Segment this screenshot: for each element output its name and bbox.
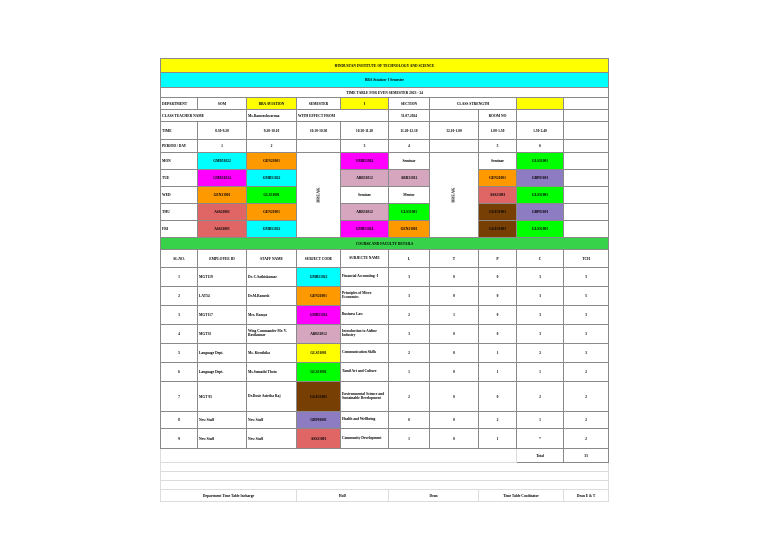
time-slot: 10.10-10.30 [297, 122, 341, 140]
room-value [517, 110, 564, 122]
employee-id-cell: MGT35 [198, 325, 247, 344]
table-row [161, 325, 609, 344]
c-cell: 2 [517, 382, 564, 412]
tch-cell: 2 [564, 363, 609, 382]
timetable-slot: GBP01001 [517, 204, 564, 221]
course-header: TCH [564, 250, 609, 268]
table-row [161, 268, 609, 287]
timetable-slot: Seminar [389, 153, 430, 170]
subject-code-cell: GEN21001 [297, 287, 341, 306]
p-cell: 0 [479, 268, 517, 287]
table-row [161, 344, 609, 363]
subject-name-cell: Community Development [341, 429, 389, 449]
period-number: 6 [517, 140, 564, 153]
timetable-slot: GEN21001 [479, 170, 517, 187]
timetable-slot: GBP01001 [517, 170, 564, 187]
department-value: SOM [198, 98, 247, 110]
timetable-slot: GMB51024 [198, 170, 247, 187]
timetable-slot: ABR31012 [389, 170, 430, 187]
employee-id-cell: MGT119 [198, 268, 247, 287]
p-cell: 0 [479, 382, 517, 412]
table-row [161, 412, 609, 429]
sl-cell: 7 [161, 382, 198, 412]
period-number: 1 [198, 140, 247, 153]
c-cell: 2 [517, 344, 564, 363]
t-cell: 0 [430, 325, 479, 344]
timetable-slot: ASS21001 [198, 204, 247, 221]
timetable-slot: GEN21001 [198, 187, 247, 204]
signature-coordinator: Time Table Coodinator [479, 490, 564, 502]
timetable-slot: GLS51001 [389, 204, 430, 221]
time-slot: 11.20-12.10 [389, 122, 430, 140]
timetable-slot: GMB51024 [341, 221, 389, 238]
timetable-sheet [160, 0, 608, 543]
tch-cell: 3 [564, 325, 609, 344]
timetable-slot: ABR31012 [341, 170, 389, 187]
table-row [161, 382, 609, 412]
l-cell: 3 [389, 268, 430, 287]
program-title: BBA Aviation- I Semester [161, 73, 609, 88]
time-slot: 10.30-11.20 [341, 122, 389, 140]
c-cell: 3 [517, 268, 564, 287]
table-row [161, 306, 609, 325]
employee-id-cell: Language Dept. [198, 363, 247, 382]
tch-cell: 3 [564, 344, 609, 363]
day-empty-cell [564, 221, 609, 238]
timetable-slot: Mentor [389, 187, 430, 204]
semester-label: SEMESTER [297, 98, 341, 110]
course-section-title: COURSE AND FACULTY DETAILS [161, 238, 609, 250]
break-header-cell [430, 140, 479, 153]
sl-cell: 5 [161, 344, 198, 363]
p-cell: 0 [479, 306, 517, 325]
subject-name-cell: Principles of Micro Economics [341, 287, 389, 306]
staff-name-cell: Dr.Dosie Anirtha Raj [247, 382, 297, 412]
break-label: BREAK [450, 187, 456, 203]
subject-code-cell: GGE51003 [297, 382, 341, 412]
time-label: TIME [161, 122, 198, 140]
sl-cell: 2 [161, 287, 198, 306]
table-row [161, 287, 609, 306]
period-number: 2 [247, 140, 297, 153]
subject-code-cell: ABR31012 [297, 325, 341, 344]
l-cell: 2 [389, 382, 430, 412]
employee-id-cell: MGT 95 [198, 382, 247, 412]
t-cell: 0 [430, 268, 479, 287]
time-slot: 1.00-1.50 [479, 122, 517, 140]
program-label: BBA AVIATION [247, 98, 297, 110]
total-value: 33 [564, 449, 609, 463]
timetable-slot: GLS51001 [517, 153, 564, 170]
signature-hod: HoD [297, 490, 389, 502]
lunch-break [430, 153, 479, 238]
day-empty-cell [564, 170, 609, 187]
info-empty-cell [564, 98, 609, 110]
tch-cell: 2 [564, 429, 609, 449]
spacer-row [161, 472, 609, 481]
staff-name-cell: Dr. C.Sathiskumar [247, 268, 297, 287]
timetable-slot: GGE51003 [479, 204, 517, 221]
l-cell: 0 [389, 412, 430, 429]
effect-date: 31.07.2024 [389, 110, 430, 122]
tch-cell: 5 [564, 287, 609, 306]
course-header: STAFF NAME [247, 250, 297, 268]
employee-id-cell: New Staff [198, 412, 247, 429]
employee-id-cell: New Staff [198, 429, 247, 449]
day-empty-cell [564, 204, 609, 221]
subject-code-cell: ASS21001 [297, 429, 341, 449]
sl-cell: 3 [161, 306, 198, 325]
timetable-grid [160, 58, 609, 502]
subject-code-cell: GMB51022 [297, 268, 341, 287]
p-cell: 1 [479, 363, 517, 382]
c-cell: 1 [517, 363, 564, 382]
timetable-slot: ASS21001 [198, 221, 247, 238]
day-label: FRI [161, 221, 198, 238]
break-header-cell [297, 140, 341, 153]
morning-break [297, 153, 341, 238]
t-cell: 0 [430, 344, 479, 363]
l-cell: 1 [389, 429, 430, 449]
period-label: PERIOD / DAY [161, 140, 198, 153]
class-teacher-label: CLASS TEACHER NAME [161, 110, 247, 122]
signature-incharge: Department Time Table Incharge [161, 490, 297, 502]
timetable-slot: GMB51022 [198, 153, 247, 170]
staff-name-cell: New Staff [247, 412, 297, 429]
timetable-slot: ASS21001 [479, 187, 517, 204]
course-header: P [479, 250, 517, 268]
section-label: SECTION [389, 98, 430, 110]
day-empty-cell [564, 153, 609, 170]
time-slot: 12.10-1.00 [430, 122, 479, 140]
t-cell: 0 [430, 382, 479, 412]
tch-cell: 2 [564, 412, 609, 429]
course-header: T [430, 250, 479, 268]
timetable-title: TIME TABLE FOR EVEN SEMESTER 2023 - 24 [161, 88, 609, 98]
day-label: MON [161, 153, 198, 170]
subject-code-cell: GLS51001 [297, 363, 341, 382]
subject-name-cell: Environmental Science and Sustainable Development [341, 382, 389, 412]
timetable-slot: GGE51003 [479, 221, 517, 238]
spacer-row [161, 463, 609, 472]
c-cell: 3 [517, 325, 564, 344]
subject-name-cell: Health and Wellbeing [341, 412, 389, 429]
l-cell: 1 [389, 363, 430, 382]
subject-code-cell: GLS51001 [297, 344, 341, 363]
timetable-slot: GMB51022 [247, 221, 297, 238]
course-header: SUBJECTE NAME [341, 250, 389, 268]
p-cell: 0 [479, 287, 517, 306]
sl-cell: 8 [161, 412, 198, 429]
p-cell: 1 [479, 429, 517, 449]
subject-name-cell: Communication Skills [341, 344, 389, 363]
staff-name-cell: Wing Commander Mr. V. Ravikumar [247, 325, 297, 344]
period-number: 3 [341, 140, 389, 153]
staff-name-cell: New Staff [247, 429, 297, 449]
course-header: SL.NO. [161, 250, 198, 268]
staff-name-cell: Ms. Kiruthika [247, 344, 297, 363]
info-empty-cell [430, 110, 479, 122]
course-header: L [389, 250, 430, 268]
timetable-slot: Seminar [341, 187, 389, 204]
p-cell: 0 [479, 325, 517, 344]
timetable-slot: GLS51001 [517, 187, 564, 204]
room-label: ROOM NO [479, 110, 517, 122]
spacer-row [161, 481, 609, 490]
signature-dean-et: Dean E & T [564, 490, 609, 502]
subject-code-cell: GBP01001 [297, 412, 341, 429]
day-label: TUE [161, 170, 198, 187]
staff-name-cell: Ms.Sumathi Thota [247, 363, 297, 382]
class-teacher-value: Ms.Rameashwarnaa [247, 110, 297, 122]
p-cell: 2 [479, 412, 517, 429]
t-cell: 1 [430, 306, 479, 325]
course-header: EMPLOYEE ID [198, 250, 247, 268]
timetable-slot: GMB51022 [247, 170, 297, 187]
sl-cell: 4 [161, 325, 198, 344]
timetable-slot: GLS51001 [247, 187, 297, 204]
l-cell: 3 [389, 325, 430, 344]
l-cell: 3 [389, 287, 430, 306]
class-strength-value [517, 98, 564, 110]
employee-id-cell: MGT117 [198, 306, 247, 325]
time-slot: 9.20-10.10 [247, 122, 297, 140]
subject-name-cell: Introduction to Airline Industry [341, 325, 389, 344]
institute-title: HINDUSTAN INSTITUTE OF TECHNOLOGY AND SCIENCE [161, 59, 609, 73]
employee-id-cell: Language Dept. [198, 344, 247, 363]
c-cell: 3 [517, 287, 564, 306]
info-empty-cell [564, 110, 609, 122]
timetable-slot: GLS51001 [517, 221, 564, 238]
staff-name-cell: Dr.M.Ramesh [247, 287, 297, 306]
course-header: SUBJECT CODE [297, 250, 341, 268]
timetable-slot: ABR31012 [341, 204, 389, 221]
subject-code-cell: GMB51024 [297, 306, 341, 325]
timetable-slot: GEN21001 [389, 221, 430, 238]
subject-name-cell: Financial Accounting -I [341, 268, 389, 287]
tch-cell: 3 [564, 306, 609, 325]
p-cell: 1 [479, 344, 517, 363]
signature-dean: Dean [389, 490, 479, 502]
t-cell: 0 [430, 287, 479, 306]
t-cell: 0 [430, 363, 479, 382]
tch-cell: 2 [564, 382, 609, 412]
period-number: 4 [389, 140, 430, 153]
t-cell: 0 [430, 412, 479, 429]
sl-cell: 1 [161, 268, 198, 287]
day-label: WED [161, 187, 198, 204]
l-cell: 2 [389, 306, 430, 325]
time-slot: 8.30-9.20 [198, 122, 247, 140]
table-row [161, 363, 609, 382]
timetable-slot: GEN21001 [247, 153, 297, 170]
period-empty-cell [564, 140, 609, 153]
c-cell: 1 [517, 412, 564, 429]
sl-cell: 6 [161, 363, 198, 382]
tch-cell: 3 [564, 268, 609, 287]
staff-name-cell: Mrs. Ramya [247, 306, 297, 325]
subject-name-cell: Business Law [341, 306, 389, 325]
c-cell: 3 [517, 306, 564, 325]
time-empty-cell [564, 122, 609, 140]
period-number: 5 [479, 140, 517, 153]
day-empty-cell [564, 187, 609, 204]
employee-id-cell: LAT54 [198, 287, 247, 306]
semester-value: I [341, 98, 389, 110]
time-slot: 1.50-2.40 [517, 122, 564, 140]
break-label: BREAK [315, 187, 321, 203]
total-label: Total [517, 449, 564, 463]
sl-cell: 9 [161, 429, 198, 449]
timetable-slot: GMB51024 [341, 153, 389, 170]
timetable-slot: GEN21001 [247, 204, 297, 221]
c-cell: * [517, 429, 564, 449]
timetable-slot: Seminar [479, 153, 517, 170]
class-strength-label: CLASS STRENGTH [430, 98, 517, 110]
l-cell: 2 [389, 344, 430, 363]
department-label: DEPARTMENT [161, 98, 198, 110]
t-cell: 0 [430, 429, 479, 449]
day-label: THU [161, 204, 198, 221]
subject-name-cell: Tamil Art and Culture [341, 363, 389, 382]
total-spacer [161, 449, 517, 463]
effect-label: WITH EFFECT FROM [297, 110, 389, 122]
table-row [161, 429, 609, 449]
course-header: C [517, 250, 564, 268]
